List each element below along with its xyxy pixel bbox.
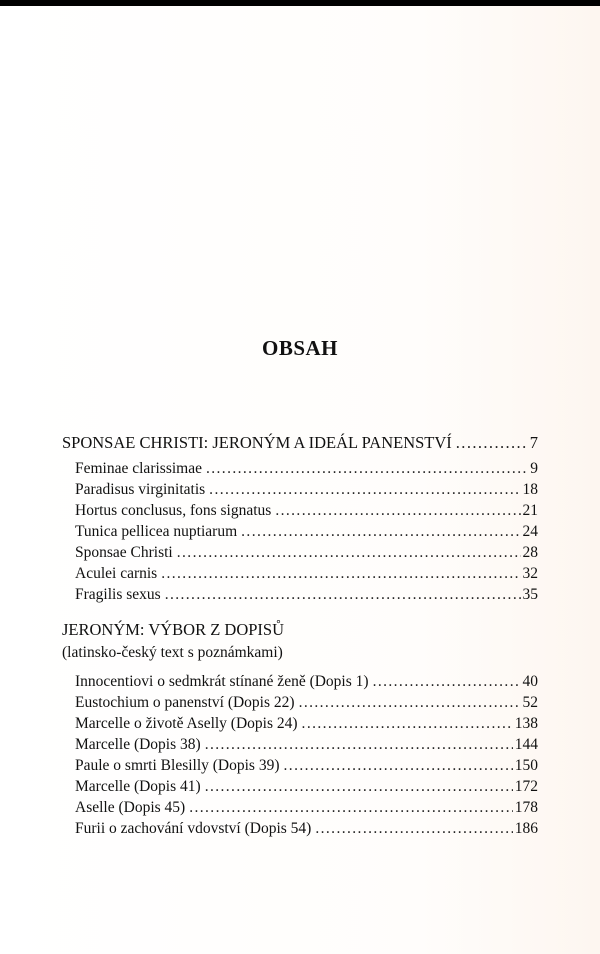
dot-leader	[205, 734, 513, 755]
dot-leader	[161, 563, 520, 584]
entry-title: Marcelle (Dopis 41)	[75, 778, 201, 795]
dot-leader	[299, 692, 521, 713]
page-number: 52	[522, 694, 538, 711]
section-subheading: (latinsko-český text s poznámkami)	[62, 644, 283, 661]
dot-leader	[284, 755, 513, 776]
page-number: 138	[514, 715, 538, 732]
toc-section-1	[62, 432, 538, 454]
entry-title: Marcelle o životě Aselly (Dopis 24)	[75, 715, 298, 732]
toc-entry	[62, 734, 538, 755]
entry-title: Feminae clarissimae	[75, 460, 202, 477]
page-number: 28	[522, 544, 538, 561]
toc-entry	[62, 713, 538, 734]
page-number: 172	[514, 778, 538, 795]
dot-leader	[302, 713, 513, 734]
scan-edge	[0, 0, 600, 6]
page-number: 35	[522, 586, 538, 603]
dot-leader	[373, 671, 521, 692]
toc-entry	[62, 500, 538, 521]
entry-title: Furii o zachování vdovství (Dopis 54)	[75, 820, 312, 837]
page-number: 144	[514, 736, 538, 753]
toc-entry	[62, 776, 538, 797]
page-number: 150	[514, 757, 538, 774]
page-number: 21	[522, 502, 538, 519]
toc-entry	[62, 521, 538, 542]
toc-entry	[62, 818, 538, 839]
section-heading: JERONÝM: VÝBOR Z DOPISŮ	[62, 620, 285, 639]
entry-title: Hortus conclusus, fons signatus	[75, 502, 272, 519]
entry-title: Fragilis sexus	[75, 586, 161, 603]
entry-title: Aselle (Dopis 45)	[75, 799, 186, 816]
toc-entry	[62, 458, 538, 479]
entry-title: Marcelle (Dopis 38)	[75, 736, 201, 753]
entry-title: Paule o smrti Blesilly (Dopis 39)	[75, 757, 280, 774]
entry-title: Eustochium o panenství (Dopis 22)	[75, 694, 295, 711]
toc-entry	[62, 563, 538, 584]
page-number: 186	[514, 820, 538, 837]
page-number: 9	[530, 460, 538, 477]
toc-entry	[62, 692, 538, 713]
dot-leader	[241, 521, 520, 542]
page-title: OBSAH	[261, 336, 339, 360]
page-number: 32	[522, 565, 538, 582]
entry-title: Sponsae Christi	[75, 544, 173, 561]
toc-entry	[62, 797, 538, 818]
dot-leader	[177, 542, 521, 563]
dot-leader	[209, 479, 520, 500]
page-number: 40	[522, 673, 538, 690]
entry-title: Aculei carnis	[75, 565, 158, 582]
page-number: 7	[529, 433, 538, 452]
toc-section-2	[62, 619, 538, 641]
dot-leader	[165, 584, 521, 605]
toc-entry	[62, 479, 538, 500]
page-number: 24	[522, 523, 538, 540]
table-of-contents	[62, 432, 538, 839]
toc-entry	[62, 542, 538, 563]
toc-entry	[62, 755, 538, 776]
dot-leader	[206, 458, 528, 479]
dot-leader	[189, 797, 513, 818]
page-number: 178	[514, 799, 538, 816]
section-heading: SPONSAE CHRISTI: JERONÝM A IDEÁL PANENSTVÍ	[62, 433, 452, 452]
dot-leader	[315, 818, 512, 839]
dot-leader	[205, 776, 513, 797]
entry-title: Paradisus virginitatis	[75, 481, 206, 498]
dot-leader	[275, 500, 520, 521]
toc-entry	[62, 671, 538, 692]
entry-title: Tunica pellicea nuptiarum	[75, 523, 238, 540]
page-number: 18	[522, 481, 538, 498]
toc-entry	[62, 584, 538, 605]
dot-leader	[456, 432, 528, 454]
entry-title: Innocentiovi o sedmkrát stínané ženě (Dopis 1)	[75, 673, 369, 690]
